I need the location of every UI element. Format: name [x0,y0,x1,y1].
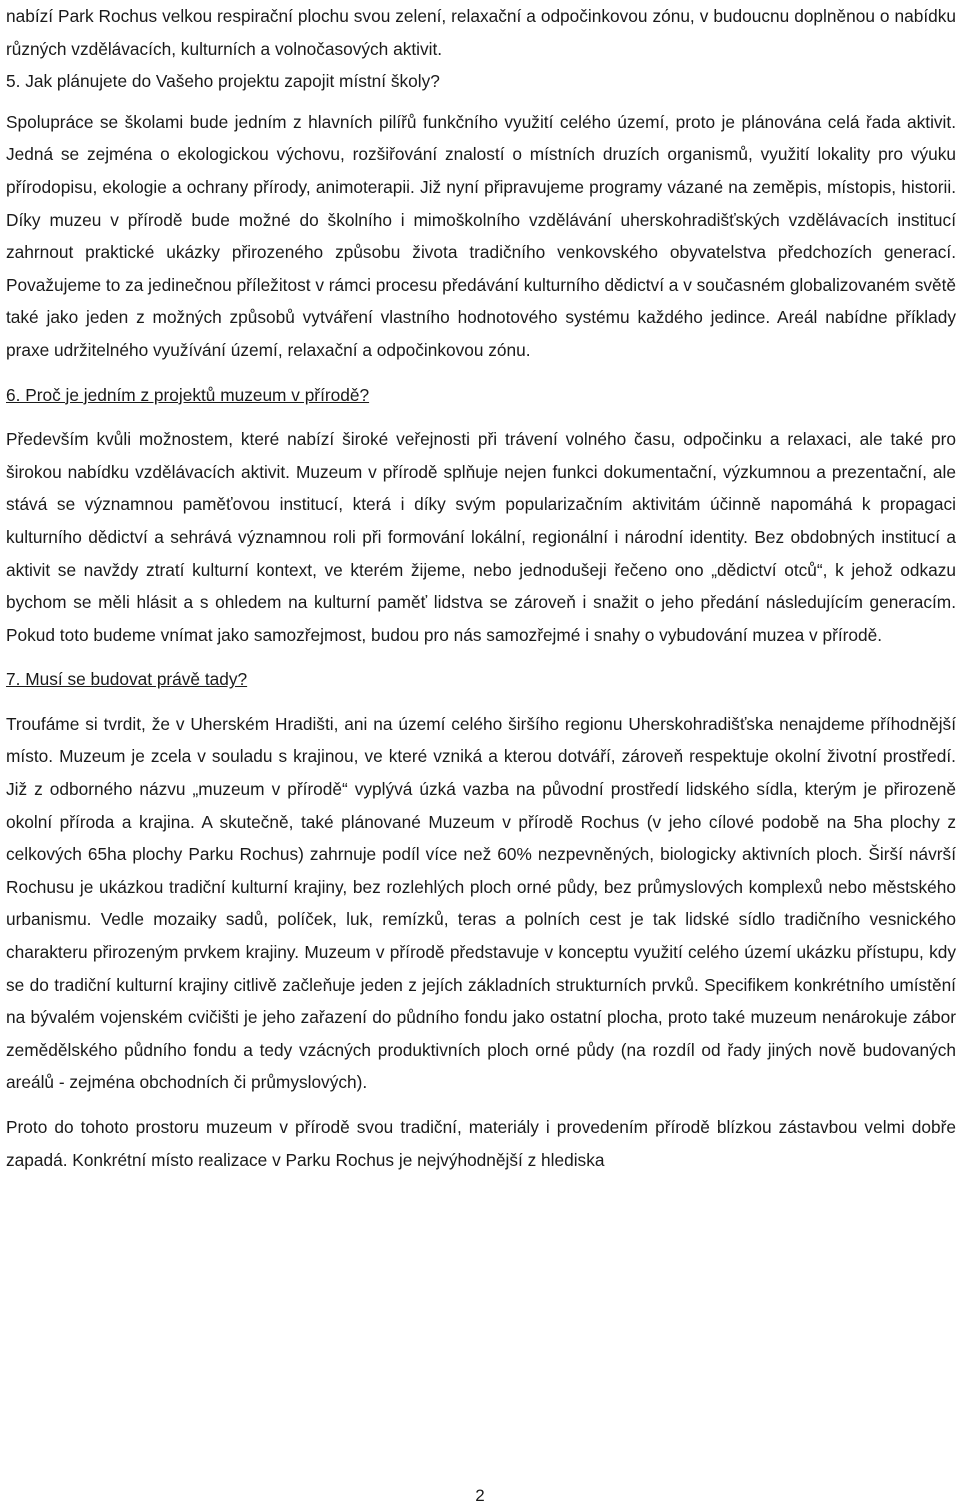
question-6-heading: 6. Proč je jedním z projektů muzeum v přírodě? [6,384,370,405]
question-7-heading: 7. Musí se budovat právě tady? [6,669,248,690]
closing-paragraph: Proto do tohoto prostoru muzeum v přírodě svou tradiční, materiály i provedením přírodě blízkou zástavbou velmi dobře zapadá. Konkrétní místo realizace v Parku Rochus je nejvýhodnější z hlediska [6,1117,956,1170]
document-page [6,0,956,1176]
answer-7-paragraph: Troufáme si tvrdit, že v Uherském Hradišti, ani na území celého širšího regionu Uherskohradišťska nenajdeme příhodnější místo. Muzeum je zcela v souladu s krajinou, ve které vzniká a kterou dotváří, zároveň respektuje okolní životní prostředí. Již z odborného názvu „muzeum v přírodě“ vyplývá úzká vazba na původní prostředí lidského sídla, kterým je přirozeně okolní příroda a krajina. A skutečně, také plánované Muzeum v přírodě Rochus (v jeho cílové podobě na 5ha plochy z celkových 65ha plochy Parku Rochus) zahrnuje podíl více než 60% nezpevněných, biologicky aktivních ploch. Širší návrší Rochusu je ukázkou tradiční kulturní krajiny, bez rozlehlých ploch orné půdy, bez průmyslových komplexů nebo městského urbanismu. Vedle mozaiky sadů, políček, luk, remízků, teras a polních cest je tak lidské sídlo tradičního vesnického charakteru přirozeným prvkem krajiny. Muzeum v přírodě představuje v konceptu využití celého území ukázku přístupu, kdy se do tradiční kulturní krajiny citlivě začleňuje jeden z jejích základních strukturních prvků. Specifikem konkrétního umístění na bývalém vojenském cvičišti je jeho zařazení do půdního fondu jako ostatní plocha, proto také muzeum nenárokuje zábor zemědělského půdního fondu a tedy vzácných produktivních ploch orné půdy (na rozdíl od řady jiných nově budovaných areálů - zejména obchodních či průmyslových). [6,713,956,1093]
question-5-heading: 5. Jak plánujete do Vašeho projektu zapojit místní školy? [6,71,440,92]
answer-5-paragraph: Spolupráce se školami bude jedním z hlavních pilířů funkčního využití celého území, proto je plánována celá řada aktivit. Jedná se zejména o ekologickou výchovu, rozšiřování znalostí o místních druzích organismů, využití lokality pro výuku přírodopisu, ekologie a ochrany přírody, animoterapii. Již nyní připravujeme programy vázané na zeměpis, místopis, historii. Díky muzeu v přírodě bude možné do školního i mimoškolního vzdělávání uherskohradišťských vzdělávacích institucí zahrnout praktické ukázky přirozeného způsobu života tradičního venkovského obyvatelstva předchozích generací. Považujeme to za jedinečnou příležitost v rámci procesu předávání kulturního dědictví a v současném globalizovaném světě také jako jeden z možných způsobů vytváření vlastního hodnotového systému každého jedince. Areál nabídne příklady praxe udržitelného využívání území, relaxační a odpočinkovou zónu. [6,111,957,360]
page-number: 2 [475,1486,485,1505]
answer-6-paragraph: Především kvůli možnostem, které nabízí široké veřejnosti při trávení volného času, odpočinku a relaxaci, ale také pro širokou nabídku vzdělávacích aktivit. Muzeum v přírodě splňuje nejen funkci dokumentační, výzkumnou a prezentační, ale stává se významnou paměťovou institucí, která i díky svým popularizačním aktivitám účinně napomáhá k propagaci kulturního dědictví a sehrává významnou roli při formování lokální, regionální i národní identity. Bez obdobných institucí a aktivit se navždy ztratí kulturní kontext, ve kterém žijeme, nebo jednodušeji řečeno ono „dědictví otců“, k jehož odkazu bychom se měli hlásit a s ohledem na kulturní paměť lidstva se zároveň i snažit o jeho předání následujícím generacím. Pokud toto budeme vnímat jako samozřejmost, budou pro nás samozřejmé i snahy o vybudování muzea v přírodě. [6,429,956,645]
paragraph-intro: nabízí Park Rochus velkou respirační plochu svou zelení, relaxační a odpočinkovou zónu, v budoucnu doplněnou o nabídku různých vzdělávacích, kulturních a volnočasových aktivit. [6,6,956,59]
